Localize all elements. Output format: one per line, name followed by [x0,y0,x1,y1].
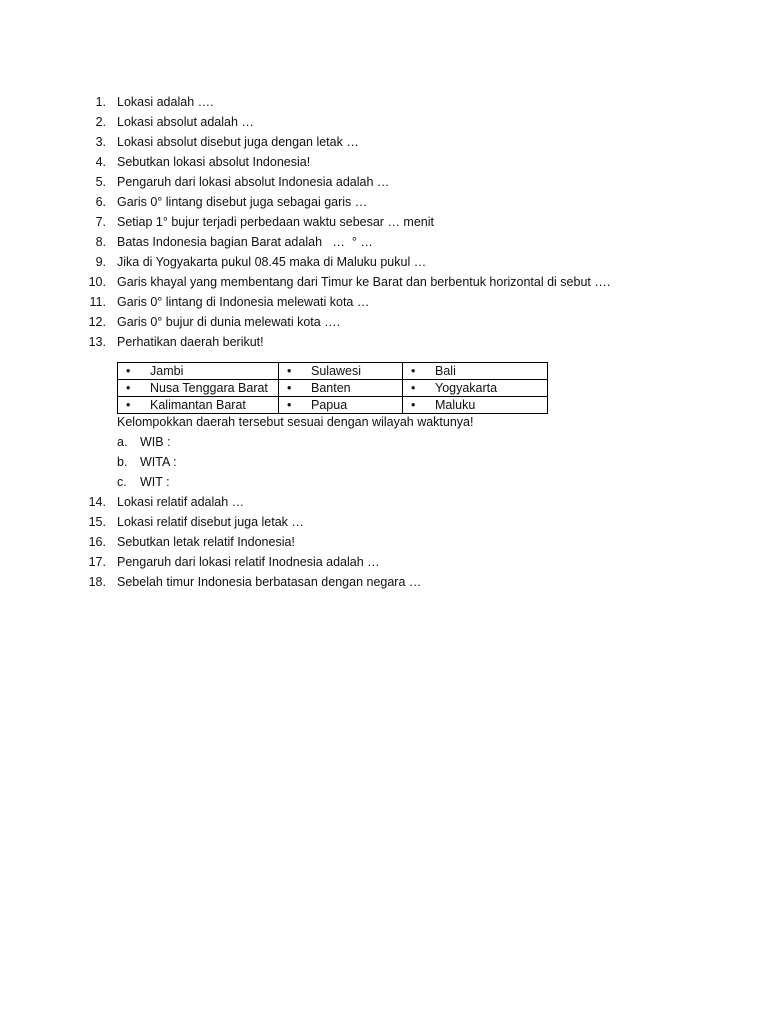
sub-item-text: WIT : [140,475,170,489]
item-text: Sebutkan letak relatif Indonesia! [117,535,295,549]
item-number: 14. [88,495,106,509]
item-number: 17. [88,555,106,569]
item-number: 18. [88,575,106,589]
table-cell [403,380,548,397]
list-item [0,492,768,512]
item-number: 4. [95,155,106,169]
table-cell [279,380,403,397]
list-item [0,552,768,572]
item-text: Sebelah timur Indonesia berbatasan dengan negara … [117,575,422,589]
sub-item-letter: a. [117,435,128,449]
table-cell [118,397,279,414]
item-number: 12. [88,315,106,329]
list-item [0,272,768,292]
table-row [118,397,548,414]
item-text: Lokasi absolut disebut juga dengan letak … [117,135,359,149]
cell-text: Kalimantan Barat [150,398,246,412]
sub-item-letter: b. [117,455,128,469]
item-number: 16. [88,535,106,549]
cell-text: Sulawesi [311,364,362,378]
item-text: Garis 0° bujur di dunia melewati kota …. [117,315,341,329]
list-item [0,172,768,192]
item-number: 11. [89,295,106,309]
bullet-icon: • [126,364,131,378]
list-item [0,572,768,592]
table-cell [403,397,548,414]
item-number: 7. [95,215,106,229]
table-cell [279,397,403,414]
item-number: 10. [88,275,106,289]
cell-text: Papua [311,398,348,412]
cell-text: Banten [311,381,351,395]
sub-item-letter: c. [117,475,127,489]
table-cell [118,363,279,380]
cell-text: Jambi [150,364,184,378]
list-item [0,532,768,552]
list-item [0,152,768,172]
item-number: 3. [95,135,106,149]
item-number: 2. [95,115,106,129]
question-list [0,92,768,592]
cell-text: Nusa Tenggara Barat [150,381,268,395]
sub-item [0,472,768,492]
item-text: Perhatikan daerah berikut! [117,335,264,349]
bullet-icon: • [287,398,292,412]
item-text: Sebutkan lokasi absolut Indonesia! [117,155,311,169]
table-row [118,363,548,380]
item-number: 9. [95,255,106,269]
cell-text: Bali [435,364,456,378]
sub-item-text: WITA : [140,455,177,469]
regions-table-wrapper [0,352,768,418]
item-text: Batas Indonesia bagian Barat adalah … ° … [117,235,373,249]
list-item [0,112,768,132]
list-item [0,192,768,212]
instruction-line [0,412,768,432]
cell-text: Maluku [435,398,476,412]
bullet-icon: • [126,381,131,395]
list-item [0,292,768,312]
table-cell [279,363,403,380]
item-text: Garis khayal yang membentang dari Timur ke Barat dan berbentuk horizontal di sebut …. [117,275,611,289]
list-item [0,332,768,352]
item-number: 6. [95,195,106,209]
sub-item [0,452,768,472]
item-text: Lokasi adalah …. [117,95,214,109]
item-text: Lokasi absolut adalah … [117,115,254,129]
item-text: Garis 0° lintang disebut juga sebagai garis … [117,195,368,209]
item-number: 8. [95,235,106,249]
item-text: Lokasi relatif adalah … [117,495,245,509]
list-item [0,252,768,272]
table-row [118,380,548,397]
list-item [0,232,768,252]
list-item [0,312,768,332]
bullet-icon: • [287,364,292,378]
item-number: 13. [88,335,106,349]
item-text: Setiap 1° bujur terjadi perbedaan waktu sebesar … menit [117,215,434,229]
item-text: Pengaruh dari lokasi relatif Inodnesia adalah … [117,555,380,569]
table-cell [118,380,279,397]
list-item [0,512,768,532]
item-text: Lokasi relatif disebut juga letak … [117,515,304,529]
item-text: Garis 0° lintang di Indonesia melewati kota … [117,295,370,309]
sub-item-text: WIB : [140,435,171,449]
item-number: 5. [95,175,106,189]
bullet-icon: • [126,398,131,412]
list-item [0,132,768,152]
item-number: 1. [95,95,106,109]
item-number: 15. [88,515,106,529]
item-text: Jika di Yogyakarta pukul 08.45 maka di Maluku pukul … [117,255,427,269]
list-item [0,212,768,232]
bullet-icon: • [411,364,416,378]
bullet-icon: • [411,398,416,412]
sub-item [0,432,768,452]
table-cell [403,363,548,380]
cell-text: Yogyakarta [435,381,498,395]
list-item [0,92,768,112]
instruction-text: Kelompokkan daerah tersebut sesuai dengan wilayah waktunya! [117,415,474,429]
bullet-icon: • [287,381,292,395]
bullet-icon: • [411,381,416,395]
item-text: Pengaruh dari lokasi absolut Indonesia adalah … [117,175,390,189]
regions-table [117,362,548,414]
